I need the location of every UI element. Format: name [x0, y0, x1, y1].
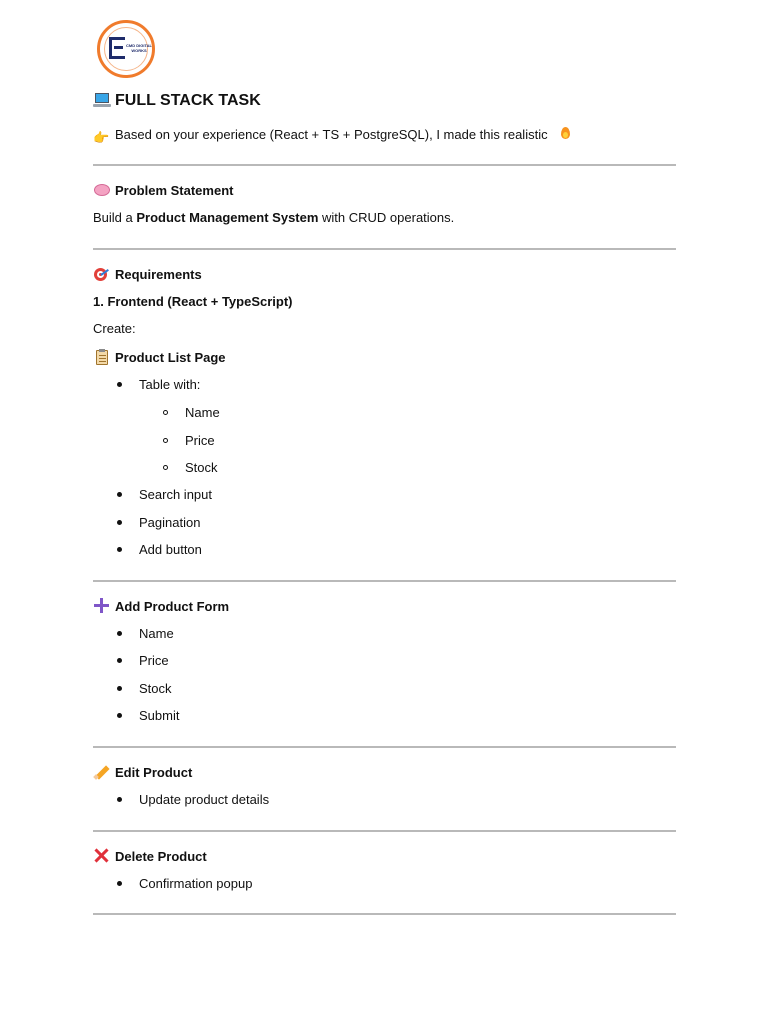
list-item: Stock	[185, 460, 218, 475]
delete-product-heading: Delete Product	[93, 848, 207, 865]
plus-icon	[93, 598, 111, 614]
laptop-icon	[93, 92, 111, 108]
list-item: Price	[185, 433, 215, 448]
target-icon	[93, 266, 111, 282]
divider	[93, 830, 676, 832]
pencil-icon	[93, 764, 111, 780]
cross-icon	[93, 848, 111, 864]
list-item: Table with:	[139, 377, 201, 392]
clipboard-icon	[93, 349, 111, 365]
list-item: Price	[139, 653, 169, 668]
list-item: Add button	[139, 542, 202, 557]
product-list-heading: Product List Page	[93, 349, 226, 366]
fire-icon	[557, 126, 575, 142]
list-item: Update product details	[139, 792, 270, 807]
page-title: FULL STACK TASK	[93, 91, 261, 111]
list-item: Search input	[139, 487, 212, 502]
list-item: Name	[139, 626, 174, 641]
divider	[93, 580, 676, 582]
frontend-heading: 1. Frontend (React + TypeScript)	[93, 294, 293, 309]
pointing-hand-icon: 👉	[93, 130, 110, 145]
divider	[93, 164, 676, 166]
create-label: Create:	[93, 321, 136, 336]
requirements-heading: Requirements	[93, 266, 202, 283]
list-item: Confirmation popup	[139, 876, 253, 891]
intro-line: 👉 Based on your experience (React + TS + PostgreSQL), I made this realistic	[93, 126, 579, 146]
list-item: Name	[185, 405, 220, 420]
list-item: Stock	[139, 681, 172, 696]
list-item: Submit	[139, 708, 180, 723]
add-form-heading: Add Product Form	[93, 598, 229, 615]
edit-product-heading: Edit Product	[93, 764, 192, 781]
divider	[93, 746, 676, 748]
divider	[93, 248, 676, 250]
company-logo: CMD DIGITAL WORKS	[97, 20, 155, 78]
list-item: Pagination	[139, 515, 201, 530]
brain-icon	[93, 182, 111, 198]
problem-text: Build a Product Management System with CRUD operations.	[93, 210, 455, 225]
divider	[93, 913, 676, 915]
problem-heading: Problem Statement	[93, 182, 233, 199]
